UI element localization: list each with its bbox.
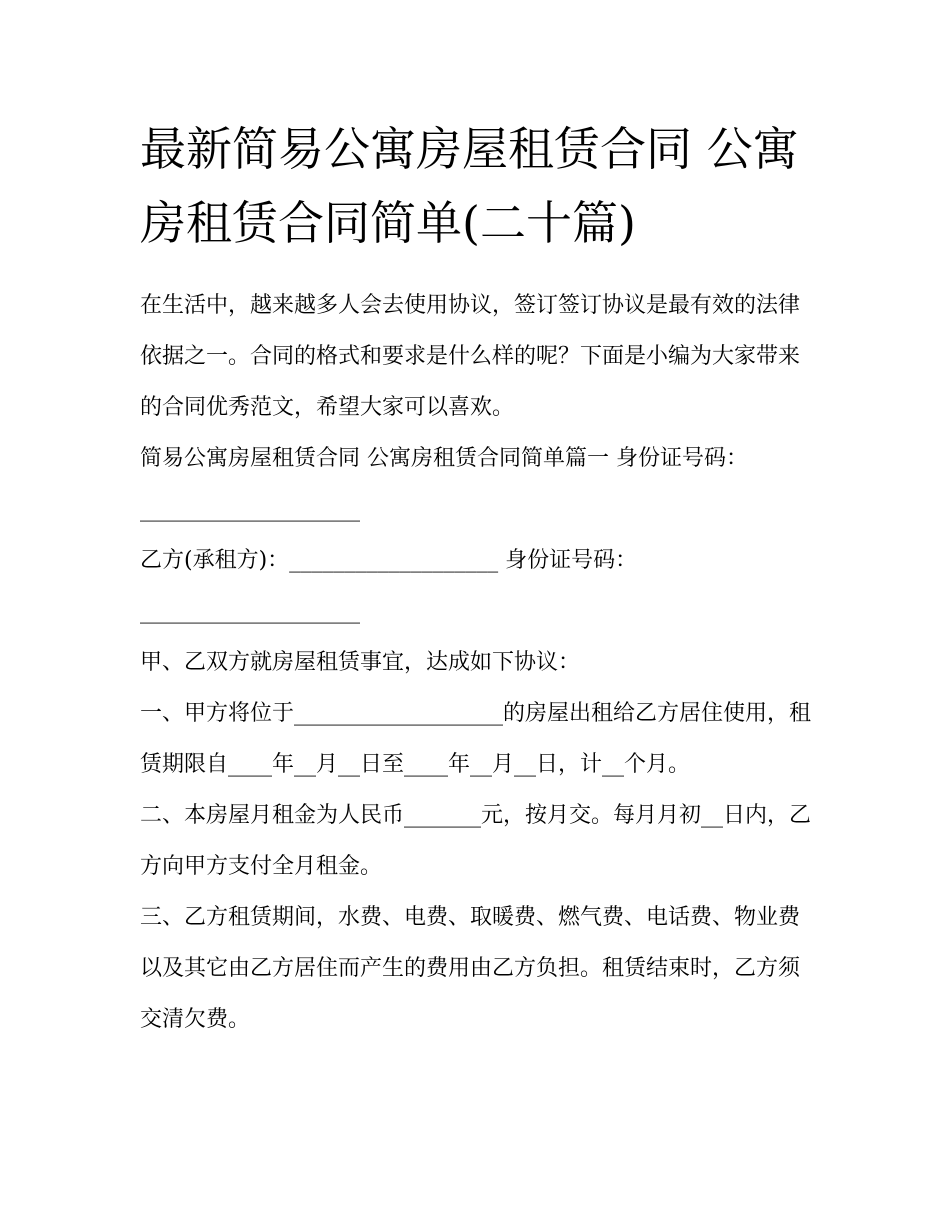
paragraph-clause-2: 二、本房屋月租金为人民币_______元，按月交。每月月初__日内，乙方向甲方支付全月租金。 (140, 803, 812, 879)
paragraph-clause-1: 一、甲方将位于___________________的房屋出租给乙方居住使用，租赁期限自____年__月__日至____年__月__日，计__个月。 (140, 701, 812, 777)
paragraph-contract-heading: 简易公寓房屋租赁合同 公寓房租赁合同简单篇一 身份证号码：____________________ (140, 446, 748, 522)
paragraph-intro: 在生活中，越来越多人会去使用协议，签订签订协议是最有效的法律依据之一。合同的格式和要求是什么样的呢？下面是小编为大家带来的合同优秀范文，希望大家可以喜欢。 (140, 293, 801, 420)
paragraph-clause-3: 三、乙方租赁期间，水费、电费、取暖费、燃气费、电话费、物业费以及其它由乙方居住而产生的费用由乙方负担。租赁结束时，乙方须交清欠费。 (140, 905, 801, 1032)
paragraph-agreement: 甲、乙双方就房屋租赁事宜，达成如下协议： (140, 650, 581, 675)
document-title: 最新简易公寓房屋租赁合同 公寓房租赁合同简单(二十篇) (140, 122, 799, 250)
document-body (140, 280, 820, 1045)
paragraph-party-b: 乙方(承租方)：___________________ 身份证号码：____________________ (140, 548, 638, 624)
